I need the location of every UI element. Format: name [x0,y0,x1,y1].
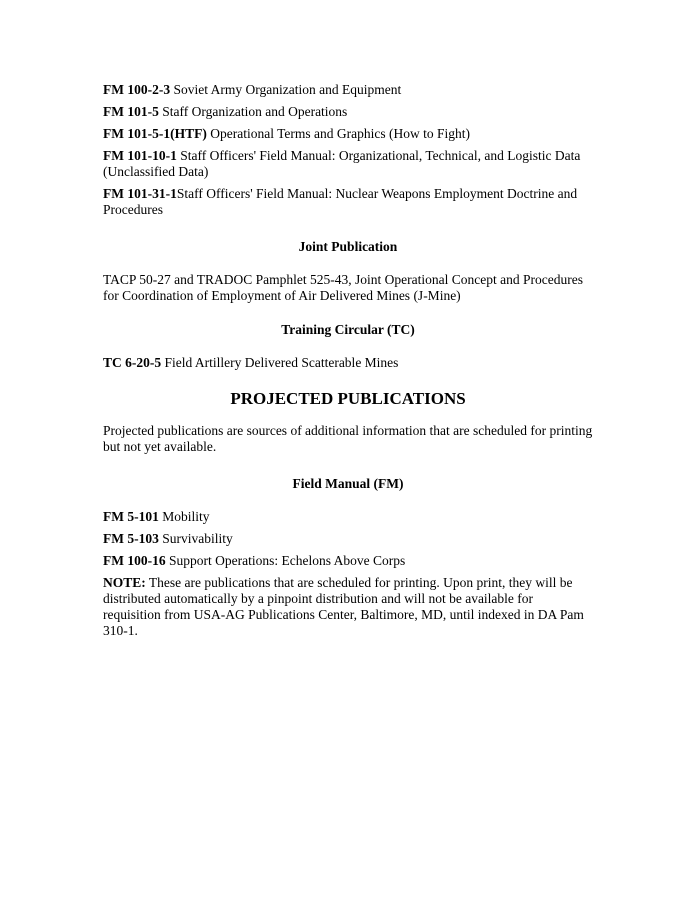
publication-code: FM 5-101 [103,509,159,524]
publication-code: FM 100-2-3 [103,82,171,97]
publication-entry [103,126,593,142]
publication-title: Staff Officers' Field Manual: Organizational, Technical, and Logistic Data (Unclassified Data) [103,148,581,179]
publication-code: FM 101-31-1 [103,186,177,201]
publication-entry [103,82,593,98]
publication-code: FM 101-5-1(HTF) [103,126,207,141]
note-text: These are publications that are scheduled for printing. Upon print, they will be distributed automatically by a pinpoint distribution and will not be available for requisition from USA-AG Publications Center, Baltimore, MD, until indexed in DA Pam 310-1. [103,575,584,638]
publication-code: FM 5-103 [103,531,159,546]
projected-intro: Projected publications are sources of additional information that are scheduled for printing but not yet available. [103,423,593,454]
publication-entry [103,104,593,120]
field-manual-heading: Field Manual (FM) [292,476,404,491]
publication-title: Survivability [158,531,233,546]
publication-title: Mobility [158,509,210,524]
publication-code: FM 101-10-1 [103,148,177,163]
publication-title: Field Artillery Delivered Scatterable Mines [161,355,399,370]
publication-title: Operational Terms and Graphics (How to Fight) [206,126,470,141]
publication-entry [103,355,593,371]
publication-title: Staff Organization and Operations [158,104,348,119]
publication-entry [103,553,593,569]
joint-publication-text: TACP 50-27 and TRADOC Pamphlet 525-43, Joint Operational Concept and Procedures for Coordination of Employment of Air Delivered Mines (J-Mine) [103,272,583,303]
projected-publications-heading: PROJECTED PUBLICATIONS [230,389,466,408]
training-circular-heading: Training Circular (TC) [281,322,415,337]
page-content [103,82,593,639]
publication-title: Staff Officers' Field Manual: Nuclear Weapons Employment Doctrine and Procedures [103,186,578,217]
publication-code: FM 101-5 [103,104,159,119]
publication-title: Support Operations: Echelons Above Corps [165,553,406,568]
publication-code: TC 6-20-5 [103,355,162,370]
publication-code: FM 100-16 [103,553,166,568]
publication-entry [103,148,593,180]
publication-entry [103,509,593,525]
publication-title: Soviet Army Organization and Equipment [170,82,402,97]
joint-publication-heading: Joint Publication [298,239,398,254]
publication-entry [103,531,593,547]
note-paragraph [103,575,593,639]
note-label: NOTE: [103,575,146,590]
publication-entry [103,186,593,218]
